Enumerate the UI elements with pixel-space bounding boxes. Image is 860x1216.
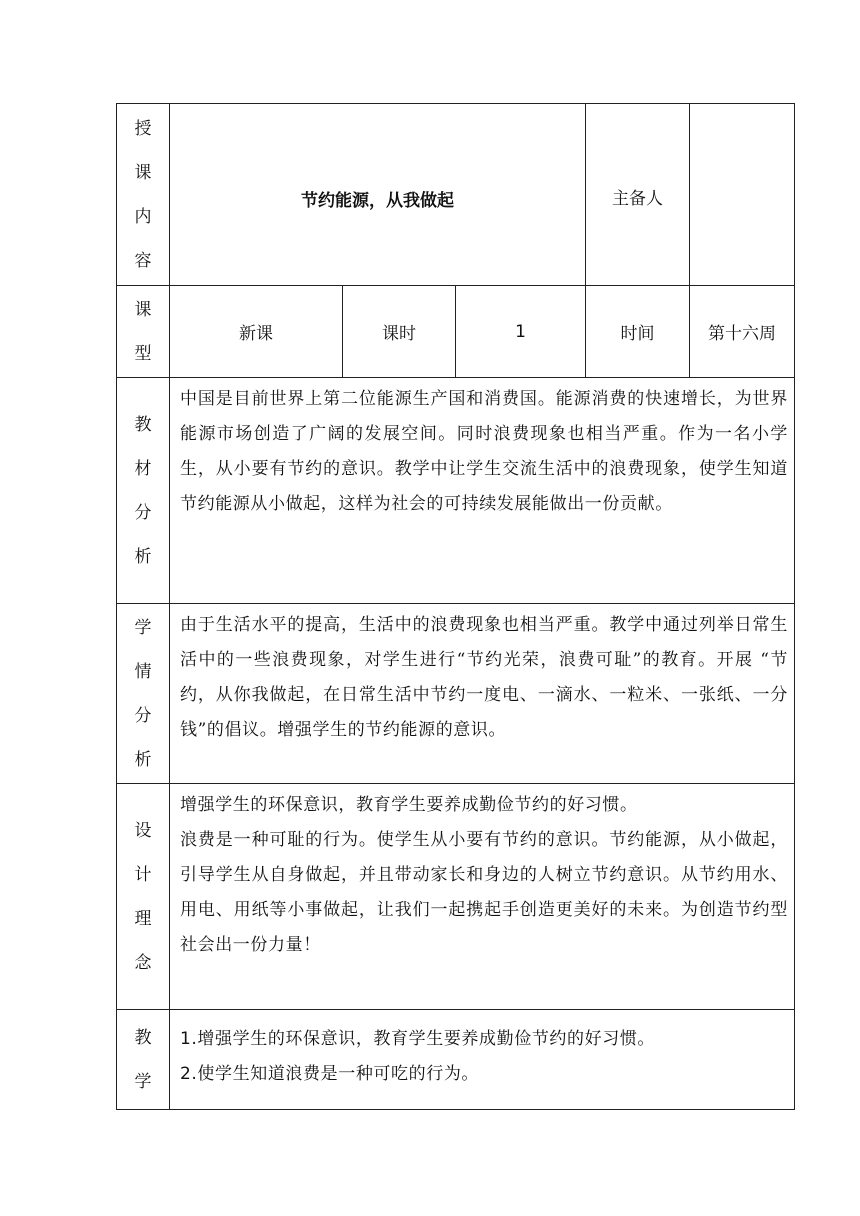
row-goals	[117, 1010, 795, 1110]
row-type	[117, 286, 795, 378]
type-value: 新课	[170, 286, 343, 378]
goal-item-1-text: 增强学生的环保意识，教育学生要养成勤俭节约的好习惯。	[197, 1029, 656, 1049]
design-line-2: 浪费是一种可耻的行为。使学生从小要有节约的意识。节约能源，从小做起，引导学生从自身做起，并且带动家长和身边的人树立节约意识。从节约用水、用电、用纸等小事做起，让我们一起携起手创造更美好的未来。为创造节约型社会出一份力量！	[180, 830, 789, 955]
lesson-title: 节约能源，从我做起	[170, 104, 586, 286]
goal-item-1	[180, 1022, 788, 1057]
content-label	[117, 104, 170, 286]
material-label-text: 教材分析	[134, 414, 152, 567]
row-content	[117, 104, 795, 286]
row-design	[117, 784, 795, 1010]
goal-label	[117, 1010, 170, 1110]
row-material	[117, 378, 795, 604]
time-label: 时间	[586, 286, 690, 378]
type-label-text: 课型	[134, 299, 152, 364]
material-label	[117, 378, 170, 604]
material-analysis-text: 中国是目前世界上第二位能源生产国和消费国。能源消费的快速增长，为世界能源市场创造了广阔的发展空间。同时浪费现象也相当严重。作为一名小学生，从小要有节约的意识。教学中让学生交流生活中的浪费现象，使学生知道节约能源从小做起，这样为社会的可持续发展能做出一份贡献。	[170, 378, 795, 604]
content-label-text: 授课内容	[134, 118, 152, 271]
lesson-plan-table	[116, 103, 795, 1110]
student-analysis-text: 由于生活水平的提高，生活中的浪费现象也相当严重。教学中通过列举日常生活中的一些浪费现象，对学生进行“节约光荣，浪费可耻”的教育。开展 “节约，从你我做起，在日常生活中节约一度电、一滴水、一粒米、一张纸、一分钱”的倡议。增强学生的节约能源的意识。	[170, 604, 795, 784]
goal-item-2-text: 使学生知道浪费是一种可吃的行为。	[197, 1064, 480, 1084]
period-value: 1	[456, 286, 586, 378]
student-label-text: 学情分析	[134, 617, 152, 770]
preparer-label	[586, 104, 690, 286]
type-label	[117, 286, 170, 378]
goal-item-2	[180, 1057, 788, 1092]
time-value: 第十六周	[690, 286, 795, 378]
goal-number-1: 1.	[180, 1029, 198, 1049]
goal-label-text: 教学	[134, 1028, 152, 1092]
design-label	[117, 784, 170, 1010]
row-student	[117, 604, 795, 784]
preparer-label-text: 主备人	[612, 189, 664, 209]
design-line-1: 增强学生的环保意识，教育学生要养成勤俭节约的好习惯。	[180, 795, 638, 815]
student-label	[117, 604, 170, 784]
design-label-text: 设计理念	[134, 820, 152, 973]
design-concept	[170, 784, 795, 1010]
goal-number-2: 2.	[180, 1064, 198, 1084]
preparer-value	[690, 104, 795, 286]
teaching-goals	[170, 1010, 795, 1110]
period-label: 课时	[343, 286, 456, 378]
